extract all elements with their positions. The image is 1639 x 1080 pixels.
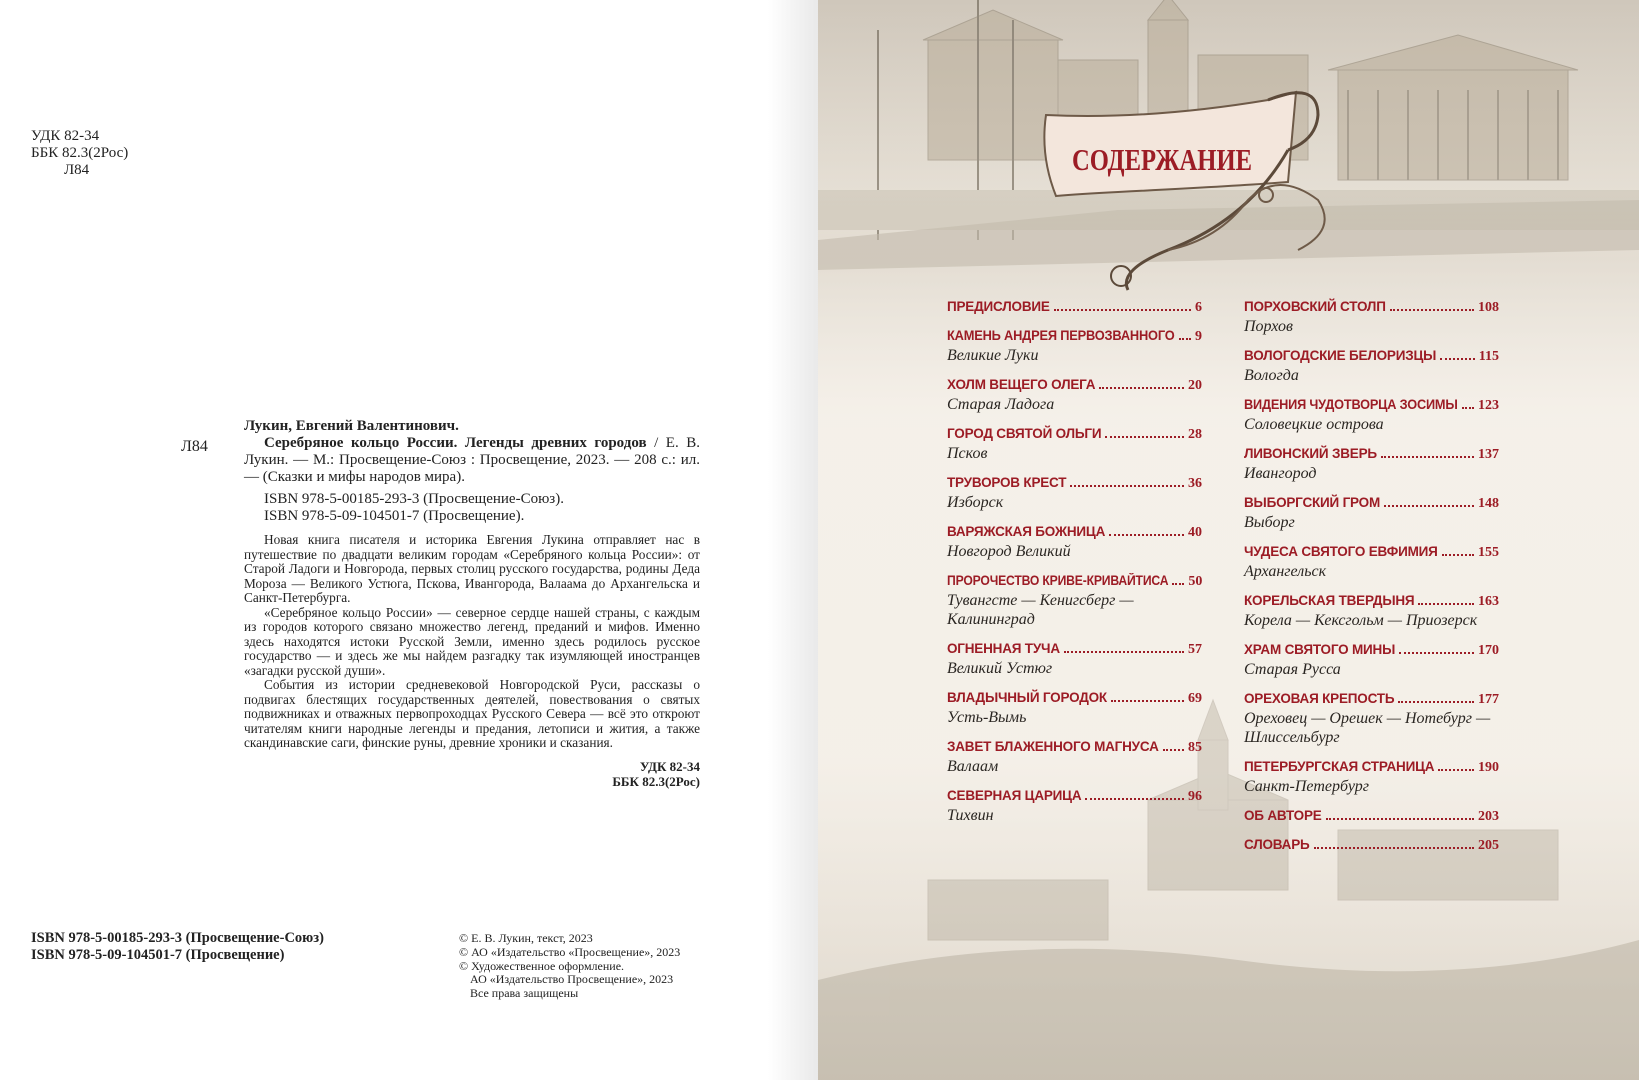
copyright-line: Все права защищены xyxy=(470,986,579,1001)
toc-entry-place: Псков xyxy=(947,445,988,462)
toc-entry-title: СЕВЕРНАЯ ЦАРИЦА xyxy=(947,788,1082,803)
toc-entry-place: Изборск xyxy=(947,494,1004,511)
toc-entry[interactable] xyxy=(1244,348,1499,385)
engraving-background xyxy=(818,0,1639,1080)
toc-entry-place: Санкт-Петербург xyxy=(1244,778,1369,795)
toc-page-number: 115 xyxy=(1478,349,1499,364)
toc-entry-place: Новгород Великий xyxy=(947,543,1071,560)
isbn-line: ISBN 978-5-00185-293-3 (Просвещение-Союз). xyxy=(264,491,564,507)
toc-entry-place: Старая Ладога xyxy=(947,396,1055,413)
toc-page-number: 9 xyxy=(1195,329,1202,344)
leader-dots xyxy=(1085,798,1184,800)
toc-page-number: 205 xyxy=(1478,838,1499,853)
toc-entry[interactable] xyxy=(947,739,1202,776)
copyright-line: © Е. В. Лукин, текст, 2023 xyxy=(459,931,593,945)
copyright-line: АО «Издательство Просвещение», 2023 xyxy=(470,972,674,987)
toc-entry[interactable] xyxy=(1244,446,1499,483)
toc-entry-place: Порхов xyxy=(1244,318,1293,335)
imprint: / Е. В. Лукин. — М.: Просвещение-Союз : Просвещение, 2023. — 208 с.: ил. — (Сказки и мифы народов мира). xyxy=(244,435,700,485)
toc-entry-title: ЗАВЕТ БЛАЖЕННОГО МАГНУСА xyxy=(947,739,1159,754)
leader-dots xyxy=(1390,309,1474,311)
toc-entry-place: Усть-Вымь xyxy=(947,709,1027,726)
toc-entry[interactable] xyxy=(947,641,1202,678)
author-mark: Л84 xyxy=(181,438,208,455)
toc-entry-title: ВИДЕНИЯ ЧУДОТВОРЦА ЗОСИМЫ xyxy=(1244,397,1458,412)
toc-entry-place: Корела — Кексгольм — Приозерск xyxy=(1244,612,1478,629)
leader-dots xyxy=(1442,554,1474,556)
leader-dots xyxy=(1438,769,1474,771)
toc-entry-title: ОРЕХОВАЯ КРЕПОСТЬ xyxy=(1244,691,1395,706)
toc-entry-title: ПРЕДИСЛОВИЕ xyxy=(947,299,1050,314)
toc-entry[interactable] xyxy=(1244,808,1499,825)
author-name: Лукин, Евгений Валентинович. xyxy=(244,418,459,434)
toc-page-number: 123 xyxy=(1478,398,1499,413)
copyright-line: © Художественное оформление. xyxy=(459,958,625,973)
leader-dots xyxy=(1399,652,1474,654)
toc-entry-title: ТРУВОРОВ КРЕСТ xyxy=(947,475,1067,490)
leader-dots xyxy=(1064,651,1184,653)
toc-entry-place: Великий Устюг xyxy=(947,660,1053,677)
toc-page-number: 170 xyxy=(1478,643,1499,658)
book-gutter xyxy=(768,0,818,1080)
toc-entry-title: ГОРОД СВЯТОЙ ОЛЬГИ xyxy=(947,426,1102,441)
toc-entry[interactable] xyxy=(1244,691,1499,747)
toc-entry[interactable] xyxy=(1244,593,1499,630)
toc-page-number: 137 xyxy=(1478,447,1499,462)
leader-dots xyxy=(1179,338,1191,340)
annotation-paragraph: «Серебряное кольцо России» — северное сердце нашей страны, с каждым из городов которого связано множество легенд, преданий и мифов. Именно здесь находятся истоки Русской Земли, именно здесь родилось русское государство — и здесь же мы найдем разгадку так изумляющей иностранцев «загадки русской души». xyxy=(244,604,700,678)
toc-page-number: 163 xyxy=(1478,594,1499,609)
toc-entry-title: ПРОРОЧЕСТВО КРИВЕ-КРИВАЙТИСА xyxy=(947,573,1169,588)
toc-entry-place: Вологда xyxy=(1244,367,1299,384)
isbn-line: ISBN 978-5-09-104501-7 (Просвещение) xyxy=(31,946,285,963)
leader-dots xyxy=(1326,818,1474,820)
copyright-line: © АО «Издательство «Просвещение», 2023 xyxy=(459,944,681,959)
toc-entry-place: Валаам xyxy=(947,758,999,775)
toc-entry-title: СЛОВАРЬ xyxy=(1244,837,1310,852)
leader-dots xyxy=(1054,309,1191,311)
toc-entry-title: ХОЛМ ВЕЩЕГО ОЛЕГА xyxy=(947,377,1096,392)
toc-column-left xyxy=(947,299,1202,837)
toc-entry-place: Ивангород xyxy=(1244,465,1317,482)
toc-page-number: 203 xyxy=(1478,809,1499,824)
toc-entry-title: ЛИВОНСКИЙ ЗВЕРЬ xyxy=(1244,446,1377,461)
leader-dots xyxy=(1462,407,1474,409)
toc-entry-title: ЧУДЕСА СВЯТОГО ЕВФИМИЯ xyxy=(1244,544,1438,559)
leader-dots xyxy=(1105,436,1184,438)
leader-dots xyxy=(1440,358,1475,360)
toc-entry-title: ПОРХОВСКИЙ СТОЛП xyxy=(1244,299,1386,314)
leader-dots xyxy=(1099,387,1184,389)
toc-entry[interactable] xyxy=(947,573,1202,629)
leader-dots xyxy=(1111,700,1184,702)
book-title-line xyxy=(244,435,700,486)
bbk-code: ББК 82.3(2Рос) xyxy=(31,145,129,161)
toc-page-number: 177 xyxy=(1478,692,1499,707)
toc-entry[interactable] xyxy=(947,377,1202,414)
leader-dots xyxy=(1163,749,1184,751)
toc-page-number: 6 xyxy=(1195,300,1202,315)
toc-entry[interactable] xyxy=(947,426,1202,463)
toc-entry[interactable] xyxy=(947,475,1202,512)
toc-page-number: 148 xyxy=(1478,496,1499,511)
leader-dots xyxy=(1418,603,1474,605)
isbn-line: ISBN 978-5-00185-293-3 (Просвещение-Союз) xyxy=(31,930,324,946)
copyright-block xyxy=(459,932,680,1001)
bibliographic-record xyxy=(244,418,700,789)
bbk-code: ББК 82.3(2Рос) xyxy=(612,773,700,789)
toc-entry[interactable] xyxy=(947,524,1202,561)
toc-entry-title: КАМЕНЬ АНДРЕЯ ПЕРВОЗВАННОГО xyxy=(947,328,1175,343)
right-page xyxy=(818,0,1639,1080)
toc-page-number: 85 xyxy=(1188,740,1202,755)
toc-entry-title: ВОЛОГОДСКИЕ БЕЛОРИЗЦЫ xyxy=(1244,348,1437,363)
toc-entry-title: ОБ АВТОРЕ xyxy=(1244,808,1322,823)
leader-dots xyxy=(1398,701,1474,703)
toc-page-number: 108 xyxy=(1478,300,1499,315)
toc-page-number: 190 xyxy=(1478,760,1499,775)
toc-entry[interactable] xyxy=(1244,759,1499,796)
leader-dots xyxy=(1381,456,1474,458)
toc-entry-place: Выборг xyxy=(1244,514,1295,531)
toc-entry[interactable] xyxy=(947,299,1202,316)
toc-page-number: 96 xyxy=(1188,789,1202,804)
contents-heading: СОДЕРЖАНИЕ xyxy=(1072,142,1252,177)
toc-entry-place: Великие Луки xyxy=(947,347,1039,364)
town-engraving xyxy=(818,700,1639,1080)
toc-entry[interactable] xyxy=(947,788,1202,825)
udk-code: УДК 82-34 xyxy=(639,758,700,774)
udk-code: УДК 82-34 xyxy=(31,128,100,144)
toc-entry-title: ВАРЯЖСКАЯ БОЖНИЦА xyxy=(947,524,1106,539)
toc-entry-place: Ореховец — Орешек — Нотебург — Шлиссельбург xyxy=(1244,710,1491,746)
toc-page-number: 20 xyxy=(1188,378,1202,393)
toc-page-number: 50 xyxy=(1188,574,1203,589)
udk-footer xyxy=(244,759,700,789)
toc-entry-title: КОРЕЛЬСКАЯ ТВЕРДЫНЯ xyxy=(1244,593,1415,608)
toc-page-number: 57 xyxy=(1188,642,1202,657)
leader-dots xyxy=(1109,534,1184,536)
toc-entry-place: Тувангсте — Кенигсберг — Калининград xyxy=(947,592,1134,628)
toc-page-number: 155 xyxy=(1478,545,1499,560)
leader-dots xyxy=(1384,505,1474,507)
toc-entry[interactable] xyxy=(947,690,1202,727)
left-page xyxy=(0,0,768,1080)
leader-dots xyxy=(1314,847,1474,849)
annotation-paragraph: События из истории средневековой Новгородской Руси, рассказы о подвигах блестящих государственных деятелей, повествования о святых подвижниках и отважных первопроходцах Русского Севера — всё это откроют читателям книги народные легенды и предания, летописи и жития, а также скандинавские саги, финские руны, древние хроники и сказания. xyxy=(244,677,700,750)
toc-entry[interactable] xyxy=(1244,837,1499,854)
toc-column-right xyxy=(1244,299,1499,866)
toc-entry-place: Тихвин xyxy=(947,807,994,824)
toc-page-number: 36 xyxy=(1188,476,1202,491)
toc-entry[interactable] xyxy=(1244,544,1499,581)
toc-entry-place: Старая Русса xyxy=(1244,661,1341,678)
toc-entry-title: ОГНЕННАЯ ТУЧА xyxy=(947,641,1060,656)
toc-entry[interactable] xyxy=(1244,642,1499,679)
udk-header xyxy=(31,128,128,179)
toc-entry[interactable] xyxy=(947,328,1202,365)
toc-entry-place: Архангельск xyxy=(1244,563,1327,580)
toc-entry-title: ВЛАДЫЧНЫЙ ГОРОДОК xyxy=(947,690,1107,705)
toc-entry-title: ПЕТЕРБУРГСКАЯ СТРАНИЦА xyxy=(1244,759,1435,774)
leader-dots xyxy=(1172,583,1184,585)
toc-entry[interactable] xyxy=(1244,299,1499,336)
toc-entry-title: ВЫБОРГСКИЙ ГРОМ xyxy=(1244,495,1381,510)
book-title: Серебряное кольцо России. Легенды древних городов xyxy=(264,435,647,451)
annotation xyxy=(244,533,700,751)
toc-page-number: 28 xyxy=(1188,427,1202,442)
author-code: Л84 xyxy=(64,162,90,178)
leader-dots xyxy=(1070,485,1184,487)
toc-entry-place: Соловецкие острова xyxy=(1244,416,1384,433)
toc-page-number: 40 xyxy=(1188,525,1202,540)
isbn-bottom xyxy=(31,930,324,963)
isbn-line: ISBN 978-5-09-104501-7 (Просвещение). xyxy=(264,508,525,524)
toc-entry-title: ХРАМ СВЯТОГО МИНЫ xyxy=(1244,642,1396,657)
toc-page-number: 69 xyxy=(1188,691,1202,706)
toc-entry[interactable] xyxy=(1244,495,1499,532)
toc-entry[interactable] xyxy=(1244,397,1499,434)
annotation-paragraph: Новая книга писателя и историка Евгения Лукина отправляет нас в путешествие по двадцати великим городам «Серебряного кольца России»: от Старой Ладоги и Новгорода, первых столиц русского государства, родины Деда Мороза — Великого Устюга, Пскова, Ивангорода, Валаама до Архангельска и Санкт-Петербурга. xyxy=(244,532,700,605)
